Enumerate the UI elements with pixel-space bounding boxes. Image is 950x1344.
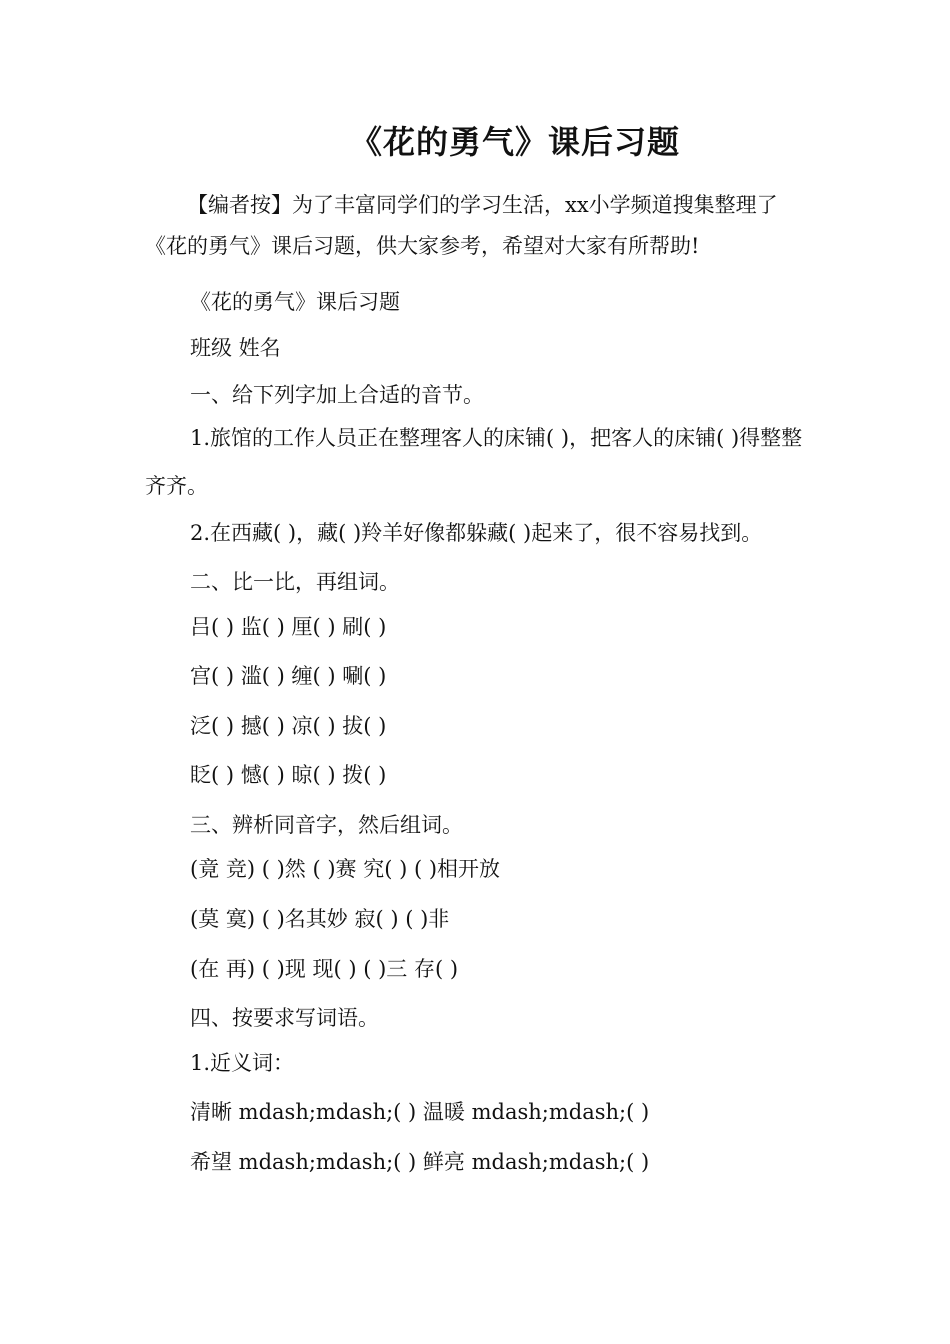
section-3-row-2: (莫 寞) ( )名其妙 寂( ) ( )非 [190, 907, 450, 931]
document-title: 《花的勇气》课后习题 [349, 123, 680, 161]
section-1-heading: 一、给下列字加上合适的音节。 [190, 383, 484, 407]
section-2-row-4: 眨( ) 憾( ) 晾( ) 拨( ) [190, 763, 387, 787]
section-1-question-2: 2.在西藏( )，藏( )羚羊好像都躲藏( )起来了，很不容易找到。 [190, 521, 763, 545]
section-3-row-3: (在 再) ( )现 现( ) ( )三 存( ) [190, 957, 459, 981]
section-3-heading: 三、辨析同音字，然后组词。 [190, 813, 463, 837]
subtitle: 《花的勇气》课后习题 [190, 290, 400, 314]
section-4-row-1: 清晰 mdash;mdash;( ) 温暖 mdash;mdash;( ) [190, 1100, 650, 1124]
class-name-line: 班级 姓名 [190, 336, 281, 360]
section-2-row-1: 吕( ) 监( ) 厘( ) 刷( ) [190, 615, 387, 639]
section-4-subheading-1: 1.近义词： [190, 1051, 295, 1075]
editor-note: 【编者按】为了丰富同学们的学习生活，xx小学频道搜集整理了《花的勇气》课后习题，供大家参考，希望对大家有所帮助! [145, 193, 778, 258]
section-4-row-2: 希望 mdash;mdash;( ) 鲜亮 mdash;mdash;( ) [190, 1150, 650, 1174]
section-2-heading: 二、比一比，再组词。 [190, 570, 400, 594]
section-4-heading: 四、按要求写词语。 [190, 1006, 379, 1030]
section-3-row-1: (竟 竞) ( )然 ( )赛 究( ) ( )相开放 [190, 857, 501, 881]
section-2-row-2: 宫( ) 滥( ) 缠( ) 唰( ) [190, 664, 387, 688]
section-1-question-1: 1.旅馆的工作人员正在整理客人的床铺( )，把客人的床铺( )得整整齐齐。 [145, 426, 803, 498]
section-2-row-3: 泛( ) 撼( ) 凉( ) 拔( ) [190, 714, 387, 738]
